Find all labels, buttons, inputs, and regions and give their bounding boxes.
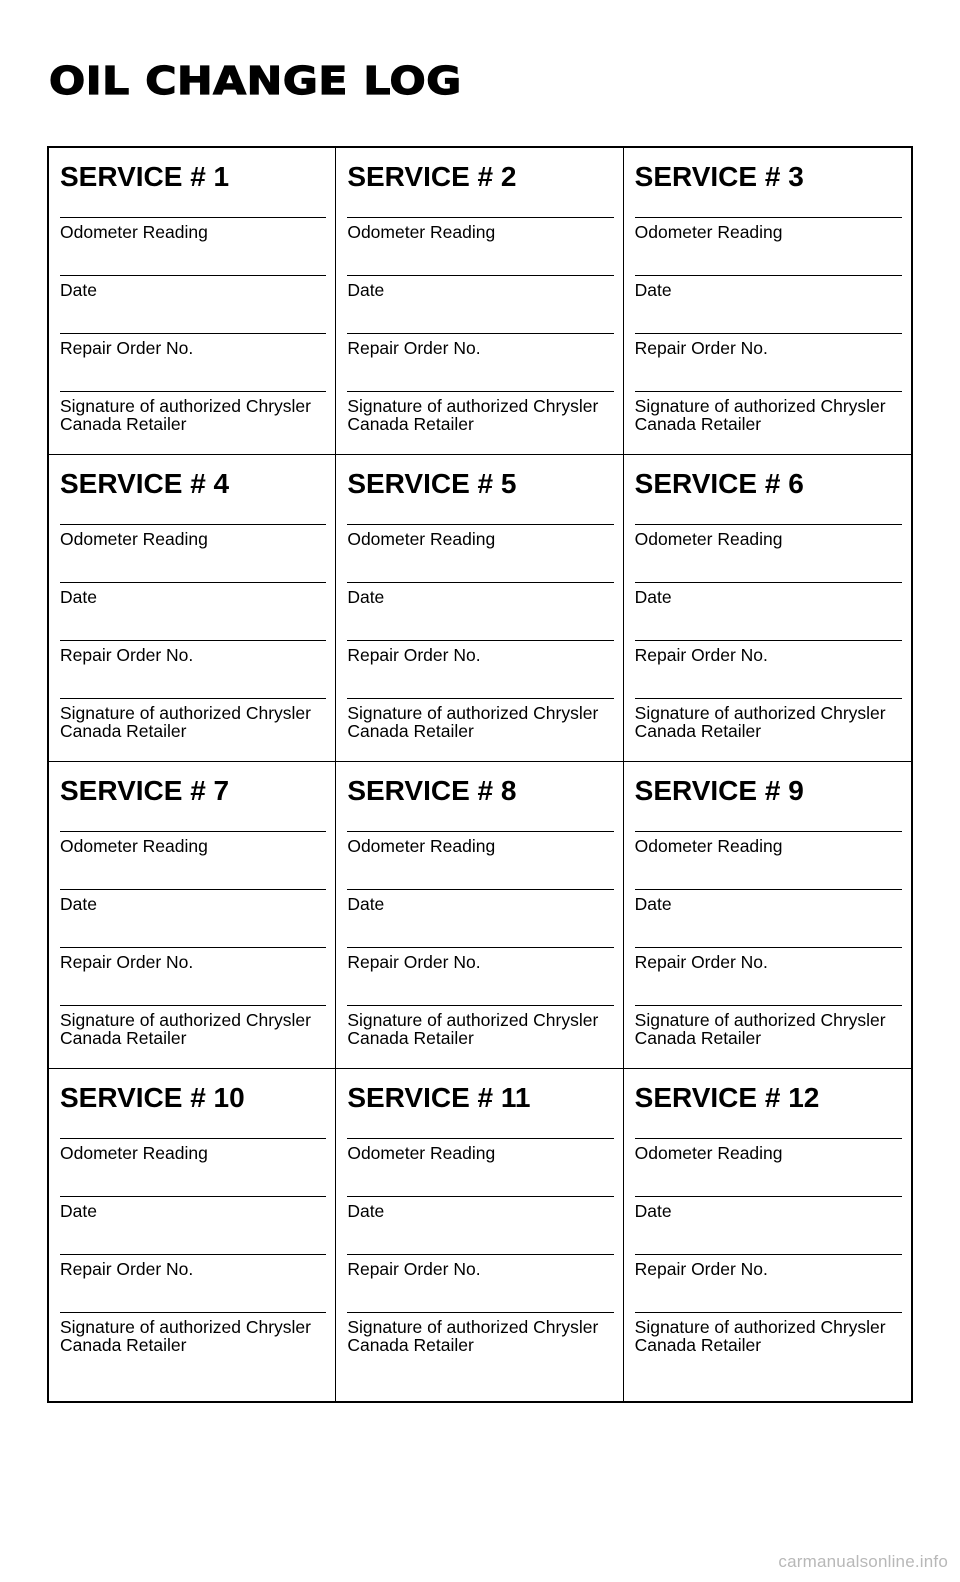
service-heading: SERVICE # 1: [60, 161, 230, 192]
service-cell: [624, 762, 911, 1069]
signature-label: Signature of authorized Chrysler Canada Retailer: [60, 1010, 311, 1049]
odometer-label: Odometer Reading: [347, 222, 496, 242]
signature-label: Signature of authorized Chrysler Canada Retailer: [634, 396, 886, 435]
date-label: Date: [60, 894, 97, 914]
service-cell: [336, 148, 623, 455]
watermark: carmanualsonline.info: [778, 1552, 948, 1571]
date-label: Date: [634, 587, 672, 607]
service-heading: SERVICE # 11: [347, 1082, 531, 1113]
date-label: Date: [634, 894, 672, 914]
signature-label: Signature of authorized Chrysler Canada Retailer: [634, 703, 886, 742]
signature-label: Signature of authorized Chrysler Canada Retailer: [347, 1010, 599, 1049]
odometer-label: Odometer Reading: [634, 222, 783, 242]
date-label: Date: [347, 587, 385, 607]
odometer-label: Odometer Reading: [634, 1143, 783, 1163]
odometer-label: Odometer Reading: [60, 1143, 208, 1163]
repair-order-label: Repair Order No.: [347, 645, 481, 665]
odometer-label: Odometer Reading: [347, 529, 496, 549]
page-title: OIL CHANGE LOG: [49, 59, 462, 103]
date-label: Date: [347, 1201, 385, 1221]
repair-order-label: Repair Order No.: [60, 1259, 194, 1279]
service-cell: [624, 148, 911, 455]
repair-order-label: Repair Order No.: [634, 1259, 768, 1279]
signature-label: Signature of authorized Chrysler Canada Retailer: [347, 396, 599, 435]
signature-label: Signature of authorized Chrysler Canada Retailer: [60, 1317, 311, 1356]
repair-order-label: Repair Order No.: [347, 1259, 481, 1279]
service-heading: SERVICE # 9: [634, 775, 804, 806]
service-heading: SERVICE # 6: [634, 468, 804, 499]
signature-label: Signature of authorized Chrysler Canada Retailer: [60, 703, 311, 742]
odometer-label: Odometer Reading: [60, 836, 208, 856]
service-heading: SERVICE # 10: [60, 1082, 245, 1113]
date-label: Date: [60, 1201, 97, 1221]
repair-order-label: Repair Order No.: [347, 952, 481, 972]
service-cell: [624, 1069, 911, 1401]
service-cell: [49, 1069, 336, 1401]
service-cell: [336, 762, 623, 1069]
repair-order-label: Repair Order No.: [634, 338, 768, 358]
odometer-label: Odometer Reading: [634, 836, 783, 856]
date-label: Date: [60, 587, 97, 607]
odometer-label: Odometer Reading: [347, 1143, 496, 1163]
service-cell: [49, 455, 336, 762]
repair-order-label: Repair Order No.: [60, 952, 194, 972]
service-cell: [336, 455, 623, 762]
signature-label: Signature of authorized Chrysler Canada Retailer: [634, 1317, 886, 1356]
repair-order-label: Repair Order No.: [60, 338, 194, 358]
service-cell: [49, 762, 336, 1069]
signature-label: Signature of authorized Chrysler Canada Retailer: [634, 1010, 886, 1049]
date-label: Date: [634, 280, 672, 300]
service-heading: SERVICE # 7: [60, 775, 230, 806]
repair-order-label: Repair Order No.: [347, 338, 481, 358]
date-label: Date: [60, 280, 97, 300]
odometer-label: Odometer Reading: [60, 529, 208, 549]
date-label: Date: [634, 1201, 672, 1221]
service-cell: [49, 148, 336, 455]
service-heading: SERVICE # 3: [634, 161, 804, 192]
repair-order-label: Repair Order No.: [634, 952, 768, 972]
odometer-label: Odometer Reading: [347, 836, 496, 856]
service-heading: SERVICE # 12: [634, 1082, 820, 1113]
odometer-label: Odometer Reading: [634, 529, 783, 549]
repair-order-label: Repair Order No.: [634, 645, 768, 665]
signature-label: Signature of authorized Chrysler Canada Retailer: [347, 703, 599, 742]
service-cell: [336, 1069, 623, 1401]
service-heading: SERVICE # 8: [347, 775, 517, 806]
service-heading: SERVICE # 2: [347, 161, 517, 192]
odometer-label: Odometer Reading: [60, 222, 208, 242]
service-heading: SERVICE # 5: [347, 468, 517, 499]
service-log-grid: [47, 146, 913, 1403]
service-cell: [624, 455, 911, 762]
date-label: Date: [347, 894, 385, 914]
signature-label: Signature of authorized Chrysler Canada Retailer: [60, 396, 311, 435]
signature-label: Signature of authorized Chrysler Canada Retailer: [347, 1317, 599, 1356]
service-heading: SERVICE # 4: [60, 468, 230, 499]
repair-order-label: Repair Order No.: [60, 645, 194, 665]
date-label: Date: [347, 280, 385, 300]
